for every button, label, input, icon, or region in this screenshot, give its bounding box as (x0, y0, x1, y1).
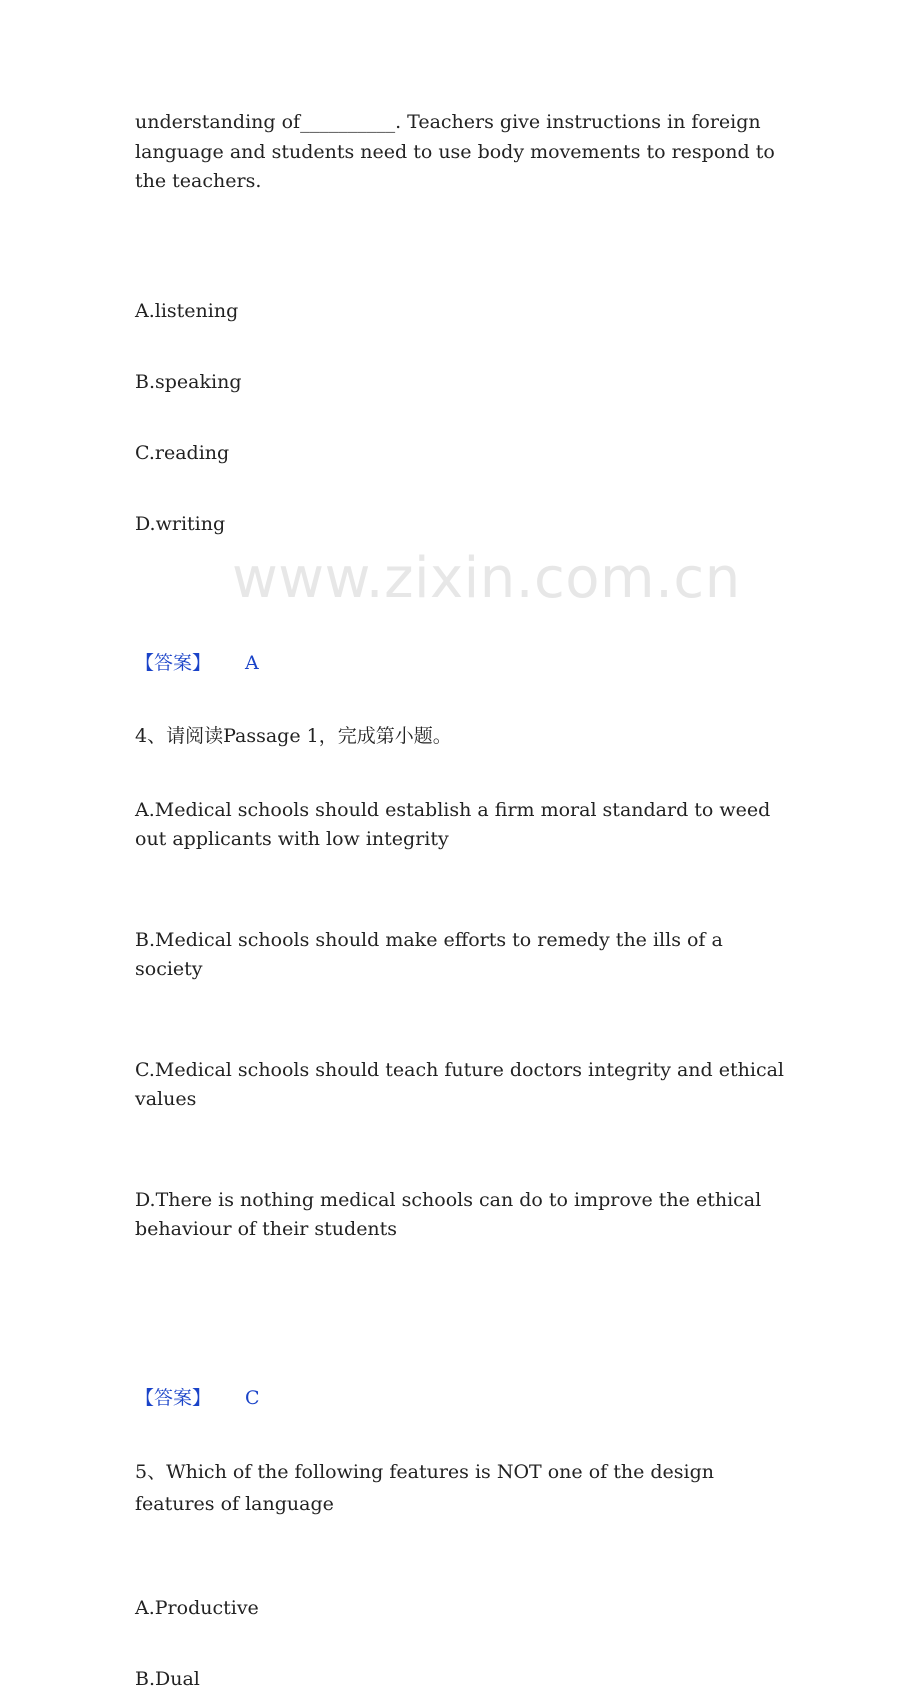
question-3-stem-start: understanding of (135, 111, 300, 133)
question-3-blank: __________ (300, 111, 395, 133)
question-5-option-b: B.Dual (135, 1665, 785, 1694)
question-4-option-b: B.Medical schools should make efforts to remedy the ills of a society (135, 926, 795, 985)
answer-value: A (245, 652, 259, 674)
answer-value: C (245, 1387, 260, 1409)
question-3-option-d: D.writing (135, 510, 785, 540)
question-4-option-a: A.Medical schools should establish a firm moral standard to weed out applicants with low integrity (135, 796, 785, 855)
answer-label: 【答案】 (135, 1387, 211, 1409)
question-4-stem: 4、请阅读Passage 1，完成第小题。 (135, 722, 785, 752)
question-5-option-a: A.Productive (135, 1594, 785, 1624)
question-4-option-c: C.Medical schools should teach future doctors integrity and ethical values (135, 1056, 785, 1115)
question-3-option-a: A.listening (135, 297, 785, 327)
question-3-stem (135, 108, 785, 197)
question-4-option-d: D.There is nothing medical schools can do to improve the ethical behaviour of their students (135, 1186, 785, 1245)
question-3-option-b: B.speaking (135, 368, 785, 398)
question-3-option-c: C.reading (135, 439, 785, 469)
question-3-stem-end: . Teachers give instructions in foreign language and students need to use body movements to respond to the teachers. (135, 111, 775, 192)
answer-label: 【答案】 (135, 652, 211, 674)
question-5-stem: 5、Which of the following features is NOT one of the design features of language (135, 1456, 785, 1520)
watermark: www.zixin.com.cn (232, 544, 692, 614)
question-3-answer (135, 649, 785, 679)
question-4-answer (135, 1384, 785, 1414)
